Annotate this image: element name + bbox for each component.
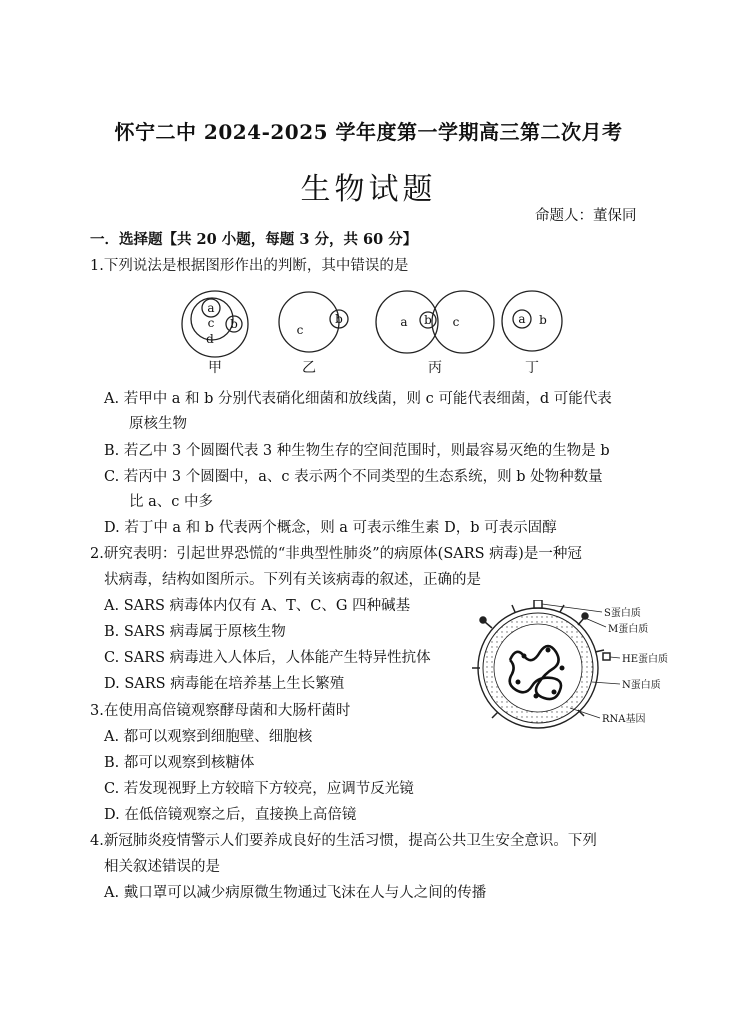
caption-bing: 丙	[428, 360, 442, 376]
ding-label-a: a	[518, 312, 526, 326]
q3-option-a: A. 都可以观察到细胞壁、细胞核	[104, 729, 313, 745]
label-m-protein: M蛋白质	[608, 624, 649, 635]
q3-option-c: C. 若发现视野上方较暗下方较亮，应调节反光镜	[104, 781, 414, 797]
bing-label-c: c	[452, 315, 460, 329]
section-heading: 一．选择题【共 20 小题，每题 3 分，共 60 分】	[90, 231, 418, 248]
q1-option-a-line2: 原核生物	[129, 416, 187, 432]
q1-option-b: B. 若乙中 3 个圆圈代表 3 种生物生存的空间范围时，则最容易灭绝的生物是 b	[104, 443, 610, 459]
jia-label-c: c	[207, 316, 215, 330]
yi-label-c: c	[296, 323, 304, 337]
bing-right-circle	[432, 291, 494, 353]
virus-core	[494, 624, 582, 712]
q4-option-a: A. 戴口罩可以减少病原微生物通过飞沫在人与人之间的传播	[104, 885, 487, 901]
question-4-stem-line2: 相关叙述错误的是	[104, 859, 220, 875]
ding-label-b: b	[539, 313, 547, 327]
q2-option-b: B. SARS 病毒属于原核生物	[104, 624, 286, 640]
label-s-protein: S蛋白质	[604, 608, 641, 619]
caption-ding: 丁	[525, 360, 539, 376]
caption-jia: 甲	[208, 360, 222, 376]
yi-label-b: b	[335, 312, 343, 326]
ding-outer-circle	[502, 291, 562, 351]
q2-option-d: D. SARS 病毒能在培养基上生长繁殖	[104, 676, 345, 692]
question-1-stem: 1.下列说法是根据图形作出的判断，其中错误的是	[90, 258, 409, 274]
subject-title: 生物试题	[300, 172, 437, 207]
question-2-stem-line2: 状病毒，结构如图所示。下列有关该病毒的叙述，正确的是	[104, 572, 481, 588]
question-1-figure	[170, 286, 590, 378]
q3-option-d: D. 在低倍镜观察之后，直接换上高倍镜	[104, 807, 357, 823]
jia-label-b: b	[230, 317, 238, 331]
question-3-stem: 3.在使用高倍镜观察酵母菌和大肠杆菌时	[90, 703, 351, 719]
jia-label-a: a	[207, 301, 215, 315]
caption-yi: 乙	[302, 360, 316, 376]
q1-option-c-line1: C. 若丙中 3 个圆圈中，a、c 表示两个不同类型的生态系统，则 b 处物种数量	[104, 469, 603, 485]
q2-option-a: A. SARS 病毒体内仅有 A、T、C、G 四种碱基	[104, 598, 411, 614]
sars-virus-diagram	[470, 600, 690, 732]
question-4-stem-line1: 4.新冠肺炎疫情警示人们要养成良好的生活习惯，提高公共卫生安全意识。下列	[90, 833, 597, 849]
label-he-protein: HE蛋白质	[622, 654, 669, 665]
label-rna-gene: RNA基因	[602, 714, 646, 725]
exam-title: 怀宁二中 2024-2025 学年度第一学期高三第二次月考	[114, 120, 623, 144]
q1-option-d: D. 若丁中 a 和 b 代表两个概念，则 a 可表示维生素 D，b 可表示固醇	[104, 520, 557, 536]
jia-label-d: d	[206, 332, 214, 346]
bing-label-b: b	[424, 313, 432, 327]
q3-option-b: B. 都可以观察到核糖体	[104, 755, 255, 771]
q1-option-c-line2: 比 a、c 中多	[129, 494, 213, 510]
bing-label-a: a	[400, 315, 408, 329]
label-n-protein: N蛋白质	[622, 680, 661, 691]
question-2-stem-line1: 2.研究表明：引起世界恐慌的“非典型性肺炎”的病原体(SARS 病毒)是一种冠	[90, 546, 582, 562]
q1-option-a-line1: A. 若甲中 a 和 b 分别代表硝化细菌和放线菌，则 c 可能代表细菌，d 可能代表	[104, 391, 612, 407]
author-line: 命题人：董保同	[535, 208, 637, 224]
q2-option-c: C. SARS 病毒进入人体后，人体能产生特异性抗体	[104, 650, 431, 666]
